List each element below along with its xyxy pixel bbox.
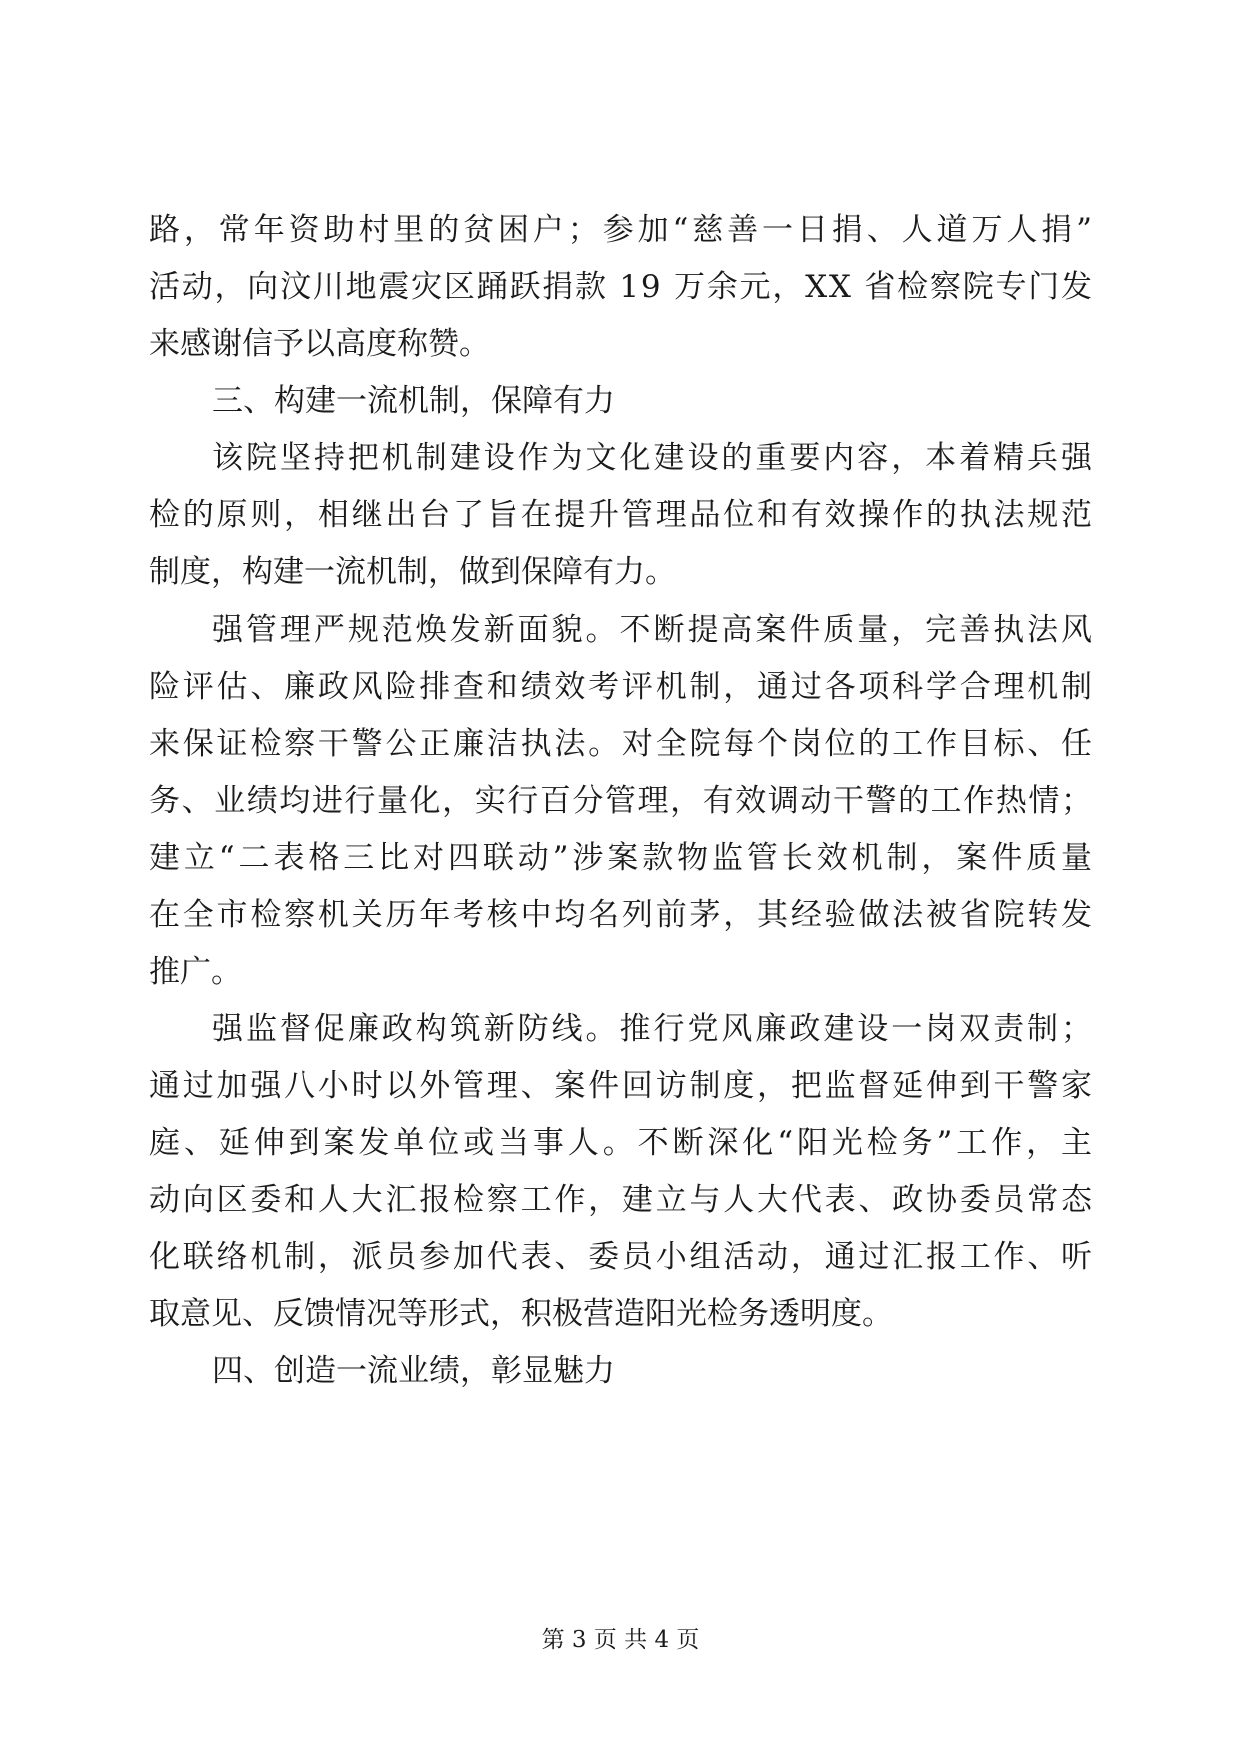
text-line: 路，常年资助村里的贫困户；参加“慈善一日捐、人道万人捐” <box>149 212 1096 248</box>
text-line: 建立“二表格三比对四联动”涉案款物监管长效机制，案件质量 <box>149 840 1096 876</box>
page-number-footer: 第 3 页 共 4 页 <box>541 1627 700 1653</box>
text-line: 活动，向汶川地震灾区踊跃捐款 19 万余元，XX 省检察院专门发 <box>149 269 1094 305</box>
text-line: 强监督促廉政构筑新防线。推行党风廉政建设一岗双责制； <box>212 1011 1095 1047</box>
text-line: 该院坚持把机制建设作为文化建设的重要内容，本着精兵强 <box>212 440 1095 476</box>
text-line: 险评估、廉政风险排查和绩效考评机制，通过各项科学合理机制 <box>149 669 1095 705</box>
text-line: 检的原则，相继出台了旨在提升管理品位和有效操作的执法规范 <box>149 497 1095 533</box>
text-line: 制度，构建一流机制，做到保障有力。 <box>149 554 676 590</box>
section-heading: 四、创造一流业绩，彰显魅力 <box>212 1353 615 1389</box>
text-line: 动向区委和人大汇报检察工作，建立与人大代表、政协委员常态 <box>149 1182 1095 1218</box>
text-line: 通过加强八小时以外管理、案件回访制度，把监督延伸到干警家 <box>149 1068 1095 1104</box>
text-line: 来保证检察干警公正廉洁执法。对全院每个岗位的工作目标、任 <box>149 726 1095 762</box>
text-line: 务、业绩均进行量化，实行百分管理，有效调动干警的工作热情； <box>149 783 1094 819</box>
text-line: 化联络机制，派员参加代表、委员小组活动，通过汇报工作、听 <box>149 1239 1095 1275</box>
text-line: 强管理严规范焕发新面貌。不断提高案件质量，完善执法风 <box>212 612 1095 648</box>
text-line: 在全市检察机关历年考核中均名列前茅，其经验做法被省院转发 <box>149 897 1095 933</box>
text-line: 来感谢信予以高度称赞。 <box>149 326 490 362</box>
section-heading: 三、构建一流机制，保障有力 <box>212 383 615 419</box>
text-line: 庭、延伸到案发单位或当事人。不断深化“阳光检务”工作，主 <box>149 1125 1096 1161</box>
text-line: 取意见、反馈情况等形式，积极营造阳光检务透明度。 <box>149 1296 893 1332</box>
text-line: 推广。 <box>149 954 242 990</box>
